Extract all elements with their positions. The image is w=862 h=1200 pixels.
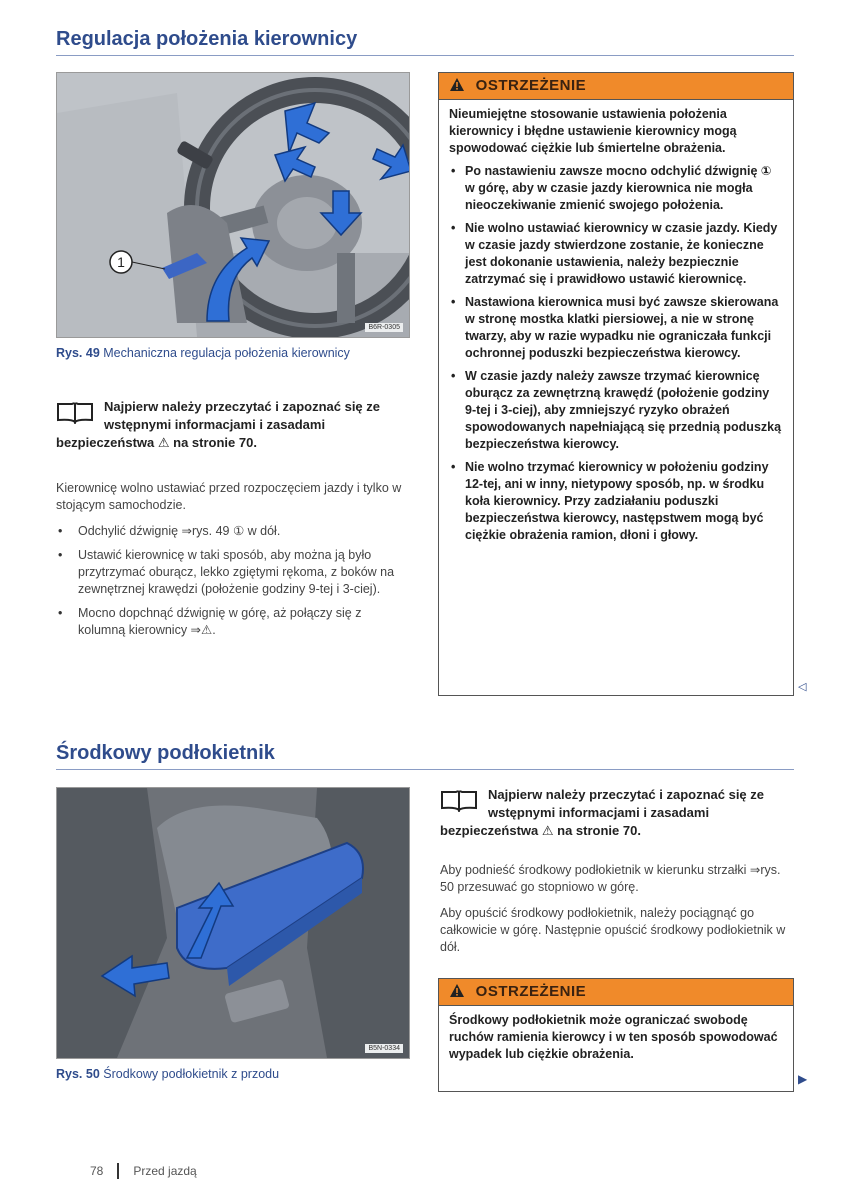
warning-triangle-icon [449, 75, 465, 101]
section-divider [56, 55, 794, 56]
note-text: Najpierw należy przeczytać i zapoznać się ze wstępnymi informacjami i zasadami bezpieczeństwa ⚠ na stronie 70. [440, 787, 765, 838]
list-item: • Odchylić dźwignię ⇒rys. 49 ① w dół. [56, 523, 406, 540]
list-item: • Nie wolno trzymać kierownicy w położeniu godziny 12-tej, ani w inny, nietypowy sposób, np. w środku koła kierownicy. Przy zadziałaniu poduszki bezpieczeństwa kierowcy, następstwem mogą być ciężkie obrażenia ramion, dłoni i głowy. [449, 459, 783, 544]
figure-armrest [56, 787, 410, 1059]
paragraph-raise: Aby podnieść środkowy podłokietnik w kierunku strzałki ⇒rys. 50 przesuwać go stopniowo w górę. [440, 863, 781, 894]
list-item: • W czasie jazdy należy zawsze trzymać kierownicę oburącz za zewnętrzną krawędź (położenie godziny 9-tej i 3-ciej), aby zmniejszyć ryzyko obrażeń spowodowanych napełniającą się przednią poduszką bezpieczeństwa kierowcy. [449, 368, 783, 453]
list-item: • Nastawiona kierownica musi być zawsze skierowana w stronę mostka klatki piersiowej, a nie w stronę twarzy, aby w razie wypadku nie ograniczała funkcji ochronnej poduszki bezpieczeństwa kierowcy. [449, 294, 783, 362]
page-number: 78 [90, 1164, 104, 1178]
book-icon [56, 400, 94, 424]
intro-paragraph: Kierownicę wolno ustawiać przed rozpoczęciem jazdy i tylko w stojącym samochodzie. [56, 481, 402, 512]
callout-1: 1 [117, 254, 125, 270]
warning-heading: OSTRZEŻENIE [475, 983, 587, 1000]
caption-label: Rys. 49 [56, 346, 100, 360]
section-divider [56, 769, 794, 770]
figure-code: B5N-0334 [365, 1044, 403, 1053]
warning-header [439, 73, 793, 100]
figure-code: B6R-0305 [365, 323, 403, 332]
section-end-marker: ◁ [798, 681, 807, 693]
warning-heading: OSTRZEŻENIE [475, 77, 587, 94]
warning-list [449, 163, 783, 544]
intro-note [56, 398, 406, 452]
caption-label: Rys. 50 [56, 1067, 100, 1081]
section-title-steering: Regulacja położenia kierownicy [56, 28, 358, 50]
figure-steering-wheel [56, 72, 410, 338]
intro-note [440, 786, 792, 840]
warning-body [439, 1006, 793, 1075]
footer-divider [117, 1163, 119, 1179]
steps-list [56, 523, 406, 639]
warning-body [439, 100, 793, 556]
warning-header [439, 979, 793, 1006]
warning-text: Środkowy podłokietnik może ograniczać swobodę ruchów ramienia kierowcy i w ten sposób spowodować wypadek lub ciężkie obrażenia. [449, 1013, 778, 1061]
list-item: • Mocno dopchnąć dźwignię w górę, aż połączy się z kolumną kierownicy ⇒⚠. [56, 605, 406, 639]
figure-caption [56, 345, 406, 362]
section-title-armrest: Środkowy podłokietnik [56, 742, 275, 764]
list-item: • Ustawić kierownicę w taki sposób, aby można ją było przytrzymać oburącz, lekko zgiętymi rękoma, z boków na zewnętrznej krawędzi (położenie godziny 9-tej i 3-ciej). [56, 547, 406, 598]
page-footer [90, 1163, 197, 1179]
warning-lead: Nieumiejętne stosowanie ustawienia położenia kierownicy i błędne ustawienie kierownicy mogą spowodować ciężkie lub śmiertelne obrażenia. [449, 107, 737, 155]
warning-triangle-icon [449, 981, 465, 1007]
warning-box-steering [438, 72, 794, 696]
paragraph-lower: Aby opuścić środkowy podłokietnik, należy pociągnąć go całkowicie w górę. Następnie opuścić środkowy podłokietnik w dół. [440, 906, 786, 954]
note-text: Najpierw należy przeczytać i zapoznać się ze wstępnymi informacjami i zasadami bezpieczeństwa ⚠ na stronie 70. [56, 399, 381, 450]
body-steering [56, 480, 406, 646]
caption-text: Mechaniczna regulacja położenia kierownicy [103, 346, 350, 360]
list-item: • Nie wolno ustawiać kierownicy w czasie jazdy. Kiedy w czasie jazdy stwierdzone zostanie, że konieczne jest dokonanie ustawienia, należy bezpiecznie zatrzymać się i prawidłowo ustawić kierownicę. [449, 220, 783, 288]
warning-box-armrest [438, 978, 794, 1092]
armrest-illustration [57, 788, 409, 1058]
figure-caption [56, 1066, 406, 1083]
body-armrest [440, 862, 792, 965]
list-item: • Po nastawieniu zawsze mocno odchylić dźwignię ① w górę, aby w czasie jazdy kierownica nie mogła nieoczekiwanie zmienić swojego położenia. [449, 163, 783, 214]
chapter-name: Przed jazdą [133, 1164, 197, 1178]
book-icon [440, 788, 478, 812]
steering-wheel-illustration [57, 73, 409, 337]
continue-arrow-icon: ▶ [798, 1072, 808, 1086]
caption-text: Środkowy podłokietnik z przodu [103, 1067, 280, 1081]
